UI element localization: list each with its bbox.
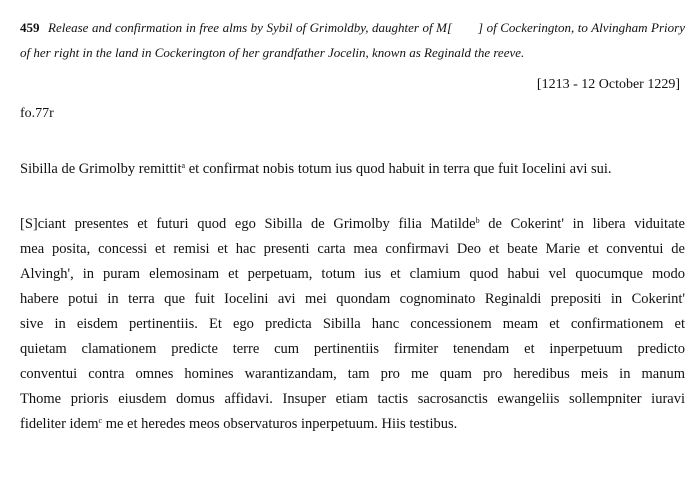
footnote-marker: c (98, 416, 103, 425)
charter-line: sive in eisdem pertinentiis. Et ego predicta Sibilla hanc concessionem meam et confirmationem et (20, 316, 685, 332)
charter-line-tail: de Cokerint' in libera viduitate (479, 216, 685, 232)
charter-line: Alvingh', in puram elemosinam et perpetuam, totum ius et clamium quod habui vel quocumque modo (20, 266, 685, 282)
footnote-marker: a (181, 161, 186, 170)
charter-line: habere potui in terra que fuit Iocelini avi mei quondam cognominato Reginaldi prepositi in Cokerint' (20, 291, 685, 307)
summary-text-start: Sibilla de Grimolby remittit (20, 161, 182, 177)
entry-title-part1: Release and confirmation in free alms by Sybil of Grimoldby, daughter of M[ (48, 20, 453, 35)
charter-line: Thome prioris eiusdem domus affidavi. Insuper etiam tactis sacrosanctis ewangeliis sollempniter iuravi (20, 391, 685, 407)
summary-paragraph (20, 158, 685, 180)
charter-line-tail: me et heredes meos observaturos inperpetuum. Hiis testibus. (102, 416, 458, 432)
charter-line: conventui contra omnes homines warantizandam, tam pro me quam pro heredibus meis in manum (20, 366, 685, 382)
entry-number: 459 (20, 20, 40, 35)
charter-line: mea posita, concessi et remisi et hac presenti carta mea confirmavi Deo et beate Marie et conventui de (20, 241, 685, 257)
footnote-marker: b (475, 216, 480, 225)
summary-text-end: et confirmat nobis totum ius quod habuit in terra que fuit Iocelini avi sui. (185, 161, 612, 177)
charter-line (20, 412, 685, 437)
charter-line-text: fideliter idem (20, 416, 99, 432)
entry-title-part2: ] of Cockerington, to Alvingham Priory of her right in the land in Cockerington of her grandfather Jocelin, known as Reginald the reeve. (20, 20, 685, 60)
entry-heading (20, 15, 685, 65)
charter-text (20, 212, 685, 437)
charter-line: quietam clamationem predicte terre cum pertinentiis firmiter tenendam et inperpetuum predicto (20, 341, 685, 357)
charter-line (20, 212, 685, 237)
charter-line-text: [S]ciant presentes et futuri quod ego Sibilla de Grimolby filia Matilde (20, 216, 476, 232)
date-range: [1213 - 12 October 1229] (536, 77, 680, 92)
folio-reference: fo.77r (20, 106, 54, 121)
